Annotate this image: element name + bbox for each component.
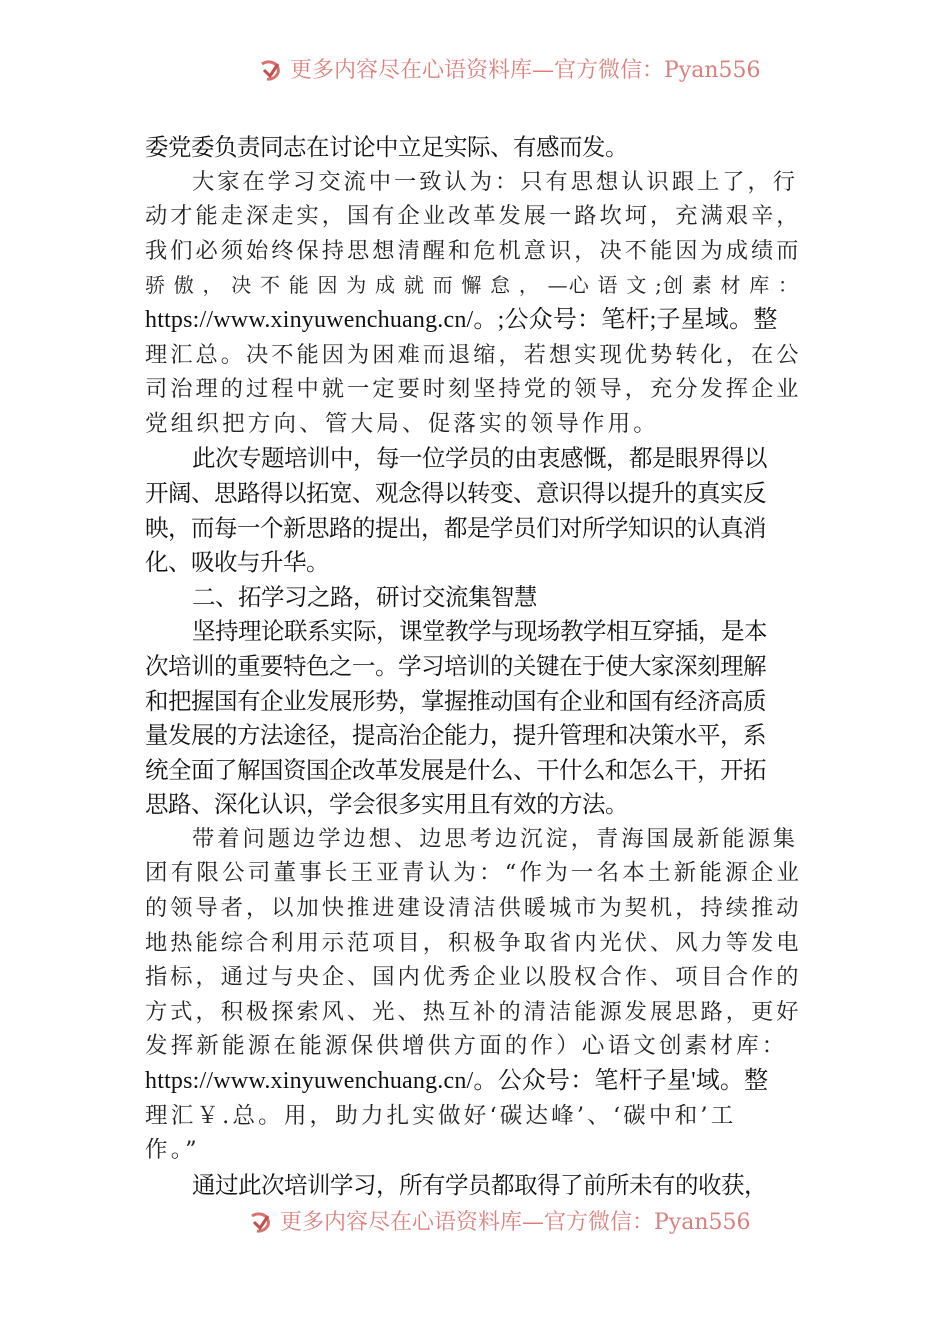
text-line: 党组织把方向、管大局、促落实的领导作用。 [145, 410, 660, 437]
text-line: 指标，通过与央企、国内优秀企业以股权合作、项目合作的 [145, 964, 802, 991]
text-line: 我们必须始终保持思想清醒和危机意识，决不能因为成绩而 [145, 237, 802, 264]
text-line: 大家在学习交流中一致认为：只有思想认识跟上了，行 [192, 168, 798, 195]
text-line: 动才能走深走实，国有企业改革发展一路坎坷，充满艰辛， [145, 203, 802, 230]
footer-watermark [0, 1208, 950, 1234]
text-line: 作。” [145, 1137, 200, 1164]
text-line: 化、吸收与升华。 [145, 548, 329, 577]
text-line: 开阔、思路得以拓宽、观念得以转变、意识得以提升的真实反 [145, 478, 766, 507]
text-line: 地热能综合利用示范项目，积极争取省内光伏、风力等发电 [145, 929, 802, 956]
text-line: 带着问题边学边想、边思考边沉淀，青海国晟新能源集 [192, 825, 798, 852]
text-line: 次培训的重要特色之一。学习培训的关键在于使大家深刻理解 [145, 651, 766, 680]
text-line: 通过此次培训学习，所有学员都取得了前所未有的收获， [192, 1170, 767, 1199]
watermark-logo-icon [258, 58, 284, 82]
watermark-text: 更多内容尽在心语资料库—官方微信：Pyan556 [280, 1210, 751, 1234]
text-line: 理汇￥.总。用，助力扎实做好‘碳达峰’、‘碳中和’工 [145, 1102, 737, 1129]
text-line: 的领导者，以加快推进建设清洁供暖城市为契机，持续推动 [145, 895, 802, 922]
text-line: 委党委负责同志在讨论中立足实际、有感而发。 [145, 133, 628, 161]
watermark-logo-icon [248, 1210, 274, 1234]
text-line: 理汇总。决不能因为困难而退缩，若想实现优势转化，在公 [145, 341, 802, 368]
text-line: 思路、深化认识，学会很多实用且有效的方法。 [145, 790, 628, 819]
text-line: https://www.xinyuwenchuang.cn/。;公众号：笔杆;子星域。整 [145, 306, 778, 333]
text-line: 统全面了解国资国企改革发展是什么、干什么和怎么干，开拓 [145, 755, 766, 784]
text-line: 二、拓学习之路，研讨交流集智慧 [192, 582, 537, 611]
header-watermark [0, 56, 950, 82]
text-line: https://www.xinyuwenchuang.cn/。公众号：笔杆子星'域。整 [145, 1068, 769, 1095]
text-line: 司治理的过程中就一定要时刻坚持党的领导，充分发挥企业 [145, 376, 802, 403]
text-line: 方式，积极探索风、光、热互补的清洁能源发展思路，更好 [145, 998, 802, 1025]
text-line: 骄 傲 ， 决 不 能 因 为 成 就 而 懈 怠 ， —心 语 文 ;创 素 材 库 ： [145, 273, 800, 298]
text-line: 发挥新能源在能源保供增供方面的作）心语文创素材库： [145, 1033, 788, 1060]
watermark-text: 更多内容尽在心语资料库—官方微信：Pyan556 [290, 58, 761, 82]
text-line: 此次专题培训中，每一位学员的由衷感慨，都是眼界得以 [192, 444, 767, 473]
text-line: 坚持理论联系实际，课堂教学与现场教学相互穿插，是本 [192, 617, 767, 646]
text-line: 映，而每一个新思路的提出，都是学员们对所学知识的认真消 [145, 513, 766, 542]
text-line: 和把握国有企业发展形势，掌握推动国有企业和国有经济高质 [145, 686, 766, 715]
text-line: 量发展的方法途径，提高治企能力，提升管理和决策水平，系 [145, 721, 766, 750]
document-body [145, 130, 805, 1202]
text-line: 团有限公司董事长王亚青认为：“作为一名本土新能源企业 [145, 860, 803, 887]
